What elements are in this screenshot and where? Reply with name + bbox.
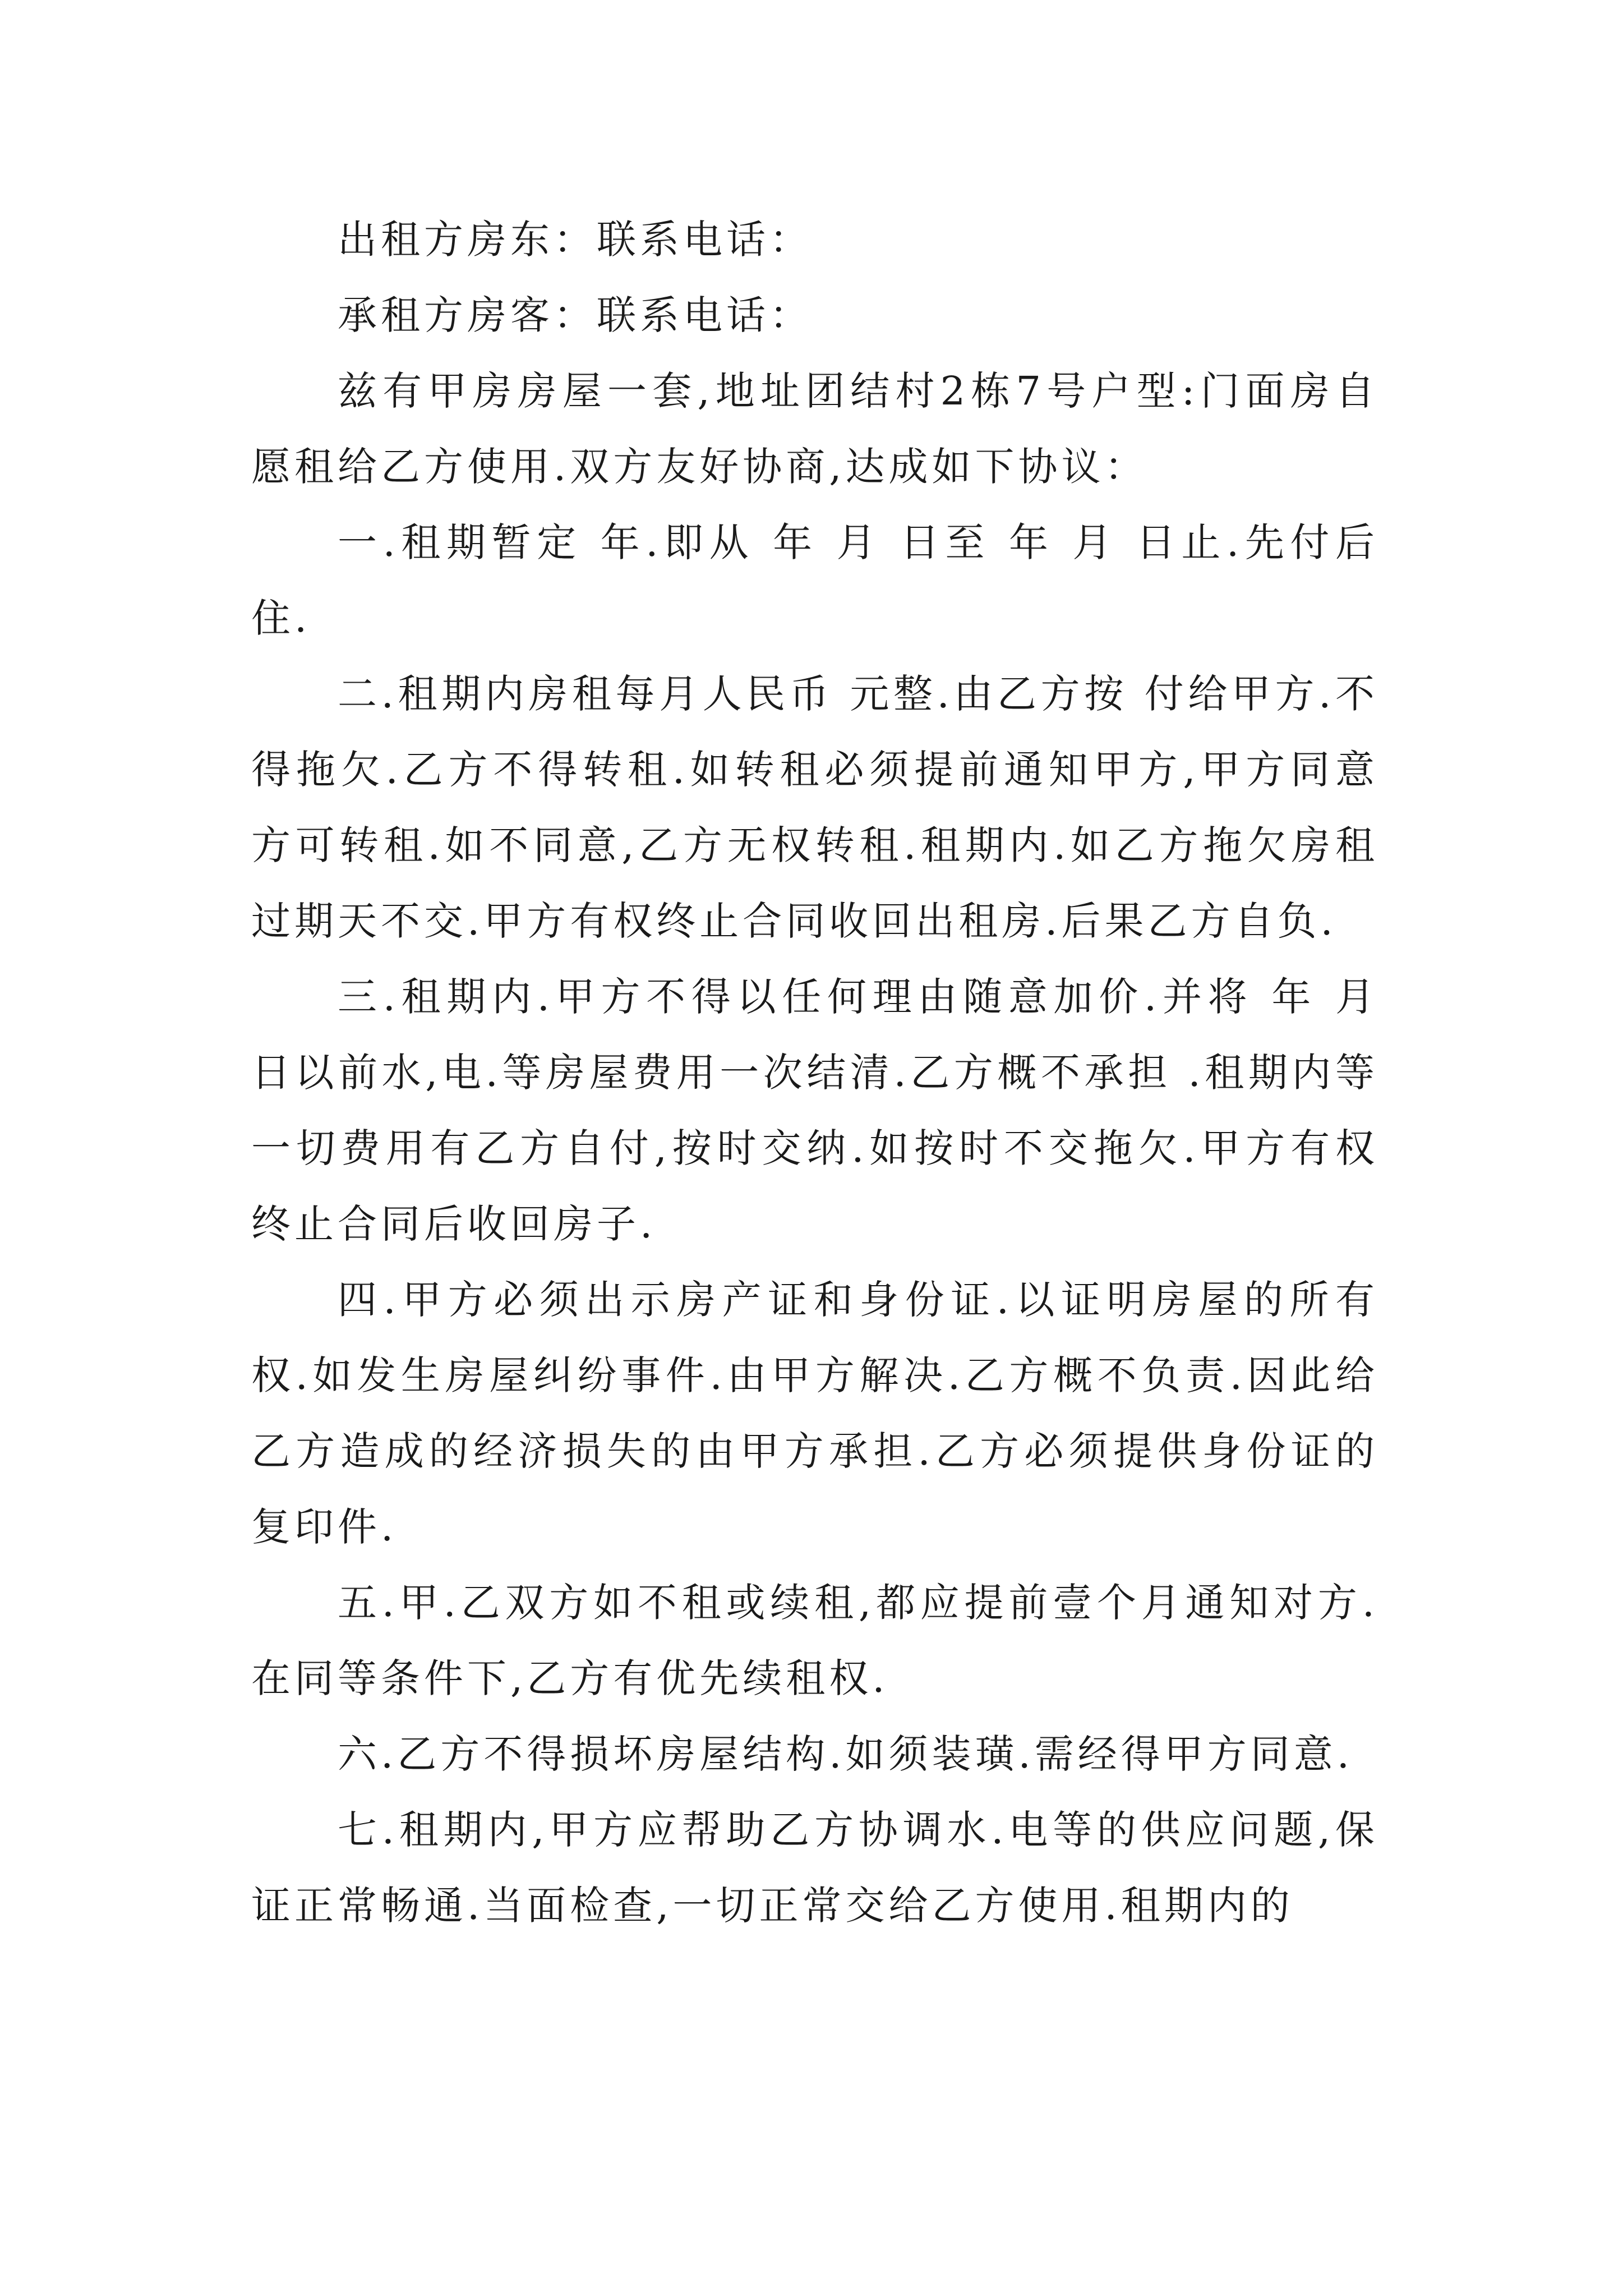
clause-3: 三.租期内.甲方不得以任何理由随意加价.并将 年 月 日以前水,电.等房屋费用一次结清.乙方概不承担 .租期内等一切费用有乙方自付,按时交纳.如按时不交拖欠.甲方有权终止合同后收回房子. [251, 974, 1378, 1247]
clause-2: 二.租期内房租每月人民币 元整.由乙方按 付给甲方.不得拖欠.乙方不得转租.如转租必须提前通知甲方,甲方同意方可转租.如不同意,乙方无权转租.租期内.如乙方拖欠房租过期天不交.甲方有权终止合同收回出租房.后果乙方自负. [251, 671, 1378, 944]
clause-1: 一.租期暂定 年.即从 年 月 日至 年 月 日止.先付后住. [251, 519, 1378, 641]
clause-5: 五.甲.乙双方如不租或续租,都应提前壹个月通知对方.在同等条件下,乙方有优先续租权. [251, 1580, 1378, 1701]
intro-paragraph: 兹有甲房房屋一套,地址团结村2栋7号户型:门面房自愿租给乙方使用.双方友好协商,达成如下协议： [251, 368, 1378, 490]
lessee-line: 承租方房客：联系电话： [338, 292, 813, 338]
lessor-line: 出租方房东：联系电话： [338, 217, 813, 263]
clause-7: 七.租期内,甲方应帮助乙方协调水.电等的供应问题,保证正常畅通.当面检查,一切正常交给乙方使用.租期内的 [251, 1807, 1378, 1929]
clause-4: 四.甲方必须出示房产证和身份证.以证明房屋的所有权.如发生房屋纠纷事件.由甲方解决.乙方概不负责.因此给乙方造成的经济损失的由甲方承担.乙方必须提供身份证的复印件. [251, 1277, 1378, 1550]
clause-6: 六.乙方不得损坏房屋结构.如须装璜.需经得甲方同意. [338, 1731, 1354, 1777]
document-page [251, 202, 1378, 1944]
